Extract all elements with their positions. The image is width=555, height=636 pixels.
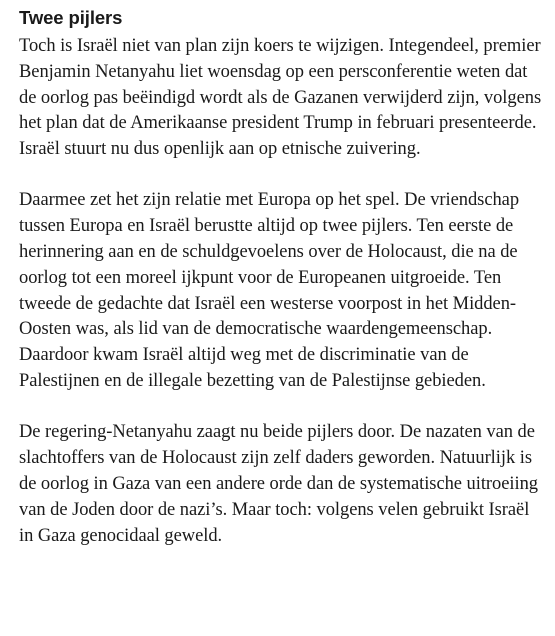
paragraph-3: De regering-Netanyahu zaagt nu beide pijlers door. De nazaten van de slachtoffers van de Holocaust zijn zelf daders geworden. Natuurlijk is de oorlog in Gaza van een andere orde dan de systematische uitroeiing van de Joden door de nazi’s. Maar toch: volgens velen gebruikt Israël in Gaza genocidaal geweld.: [19, 422, 538, 546]
paragraph-2: Daarmee zet het zijn relatie met Europa op het spel. De vriendschap tussen Europa en Israël berustte altijd op twee pijlers. Ten eerste de herinnering aan en de schuldgevoelens over de Holocaust, die na de oorlog tot een moreel ijkpunt voor de Europeanen uitgroeide. Ten tweede de gedachte dat Israël een westerse voorpost in het Midden-Oosten was, als lid van de democratische waardengemeenschap. Daardoor kwam Israël altijd weg met de discriminatie van de Palestijnen en de illegale bezetting van de Palestijnse gebieden.: [19, 190, 520, 392]
article-body: [19, 6, 547, 549]
paragraph-1: Toch is Israël niet van plan zijn koers te wijzigen. Integendeel, premier Benjamin Netanyahu liet woensdag op een persconferentie weten dat de oorlog pas beëindigd wordt als de Gazanen verwijderd zijn, volgens het plan dat de Amerikaanse president Trump in februari presenteerde. Israël stuurt nu dus openlijk aan op etnische zuivering.: [19, 36, 542, 160]
section-heading: Twee pijlers: [19, 7, 123, 28]
